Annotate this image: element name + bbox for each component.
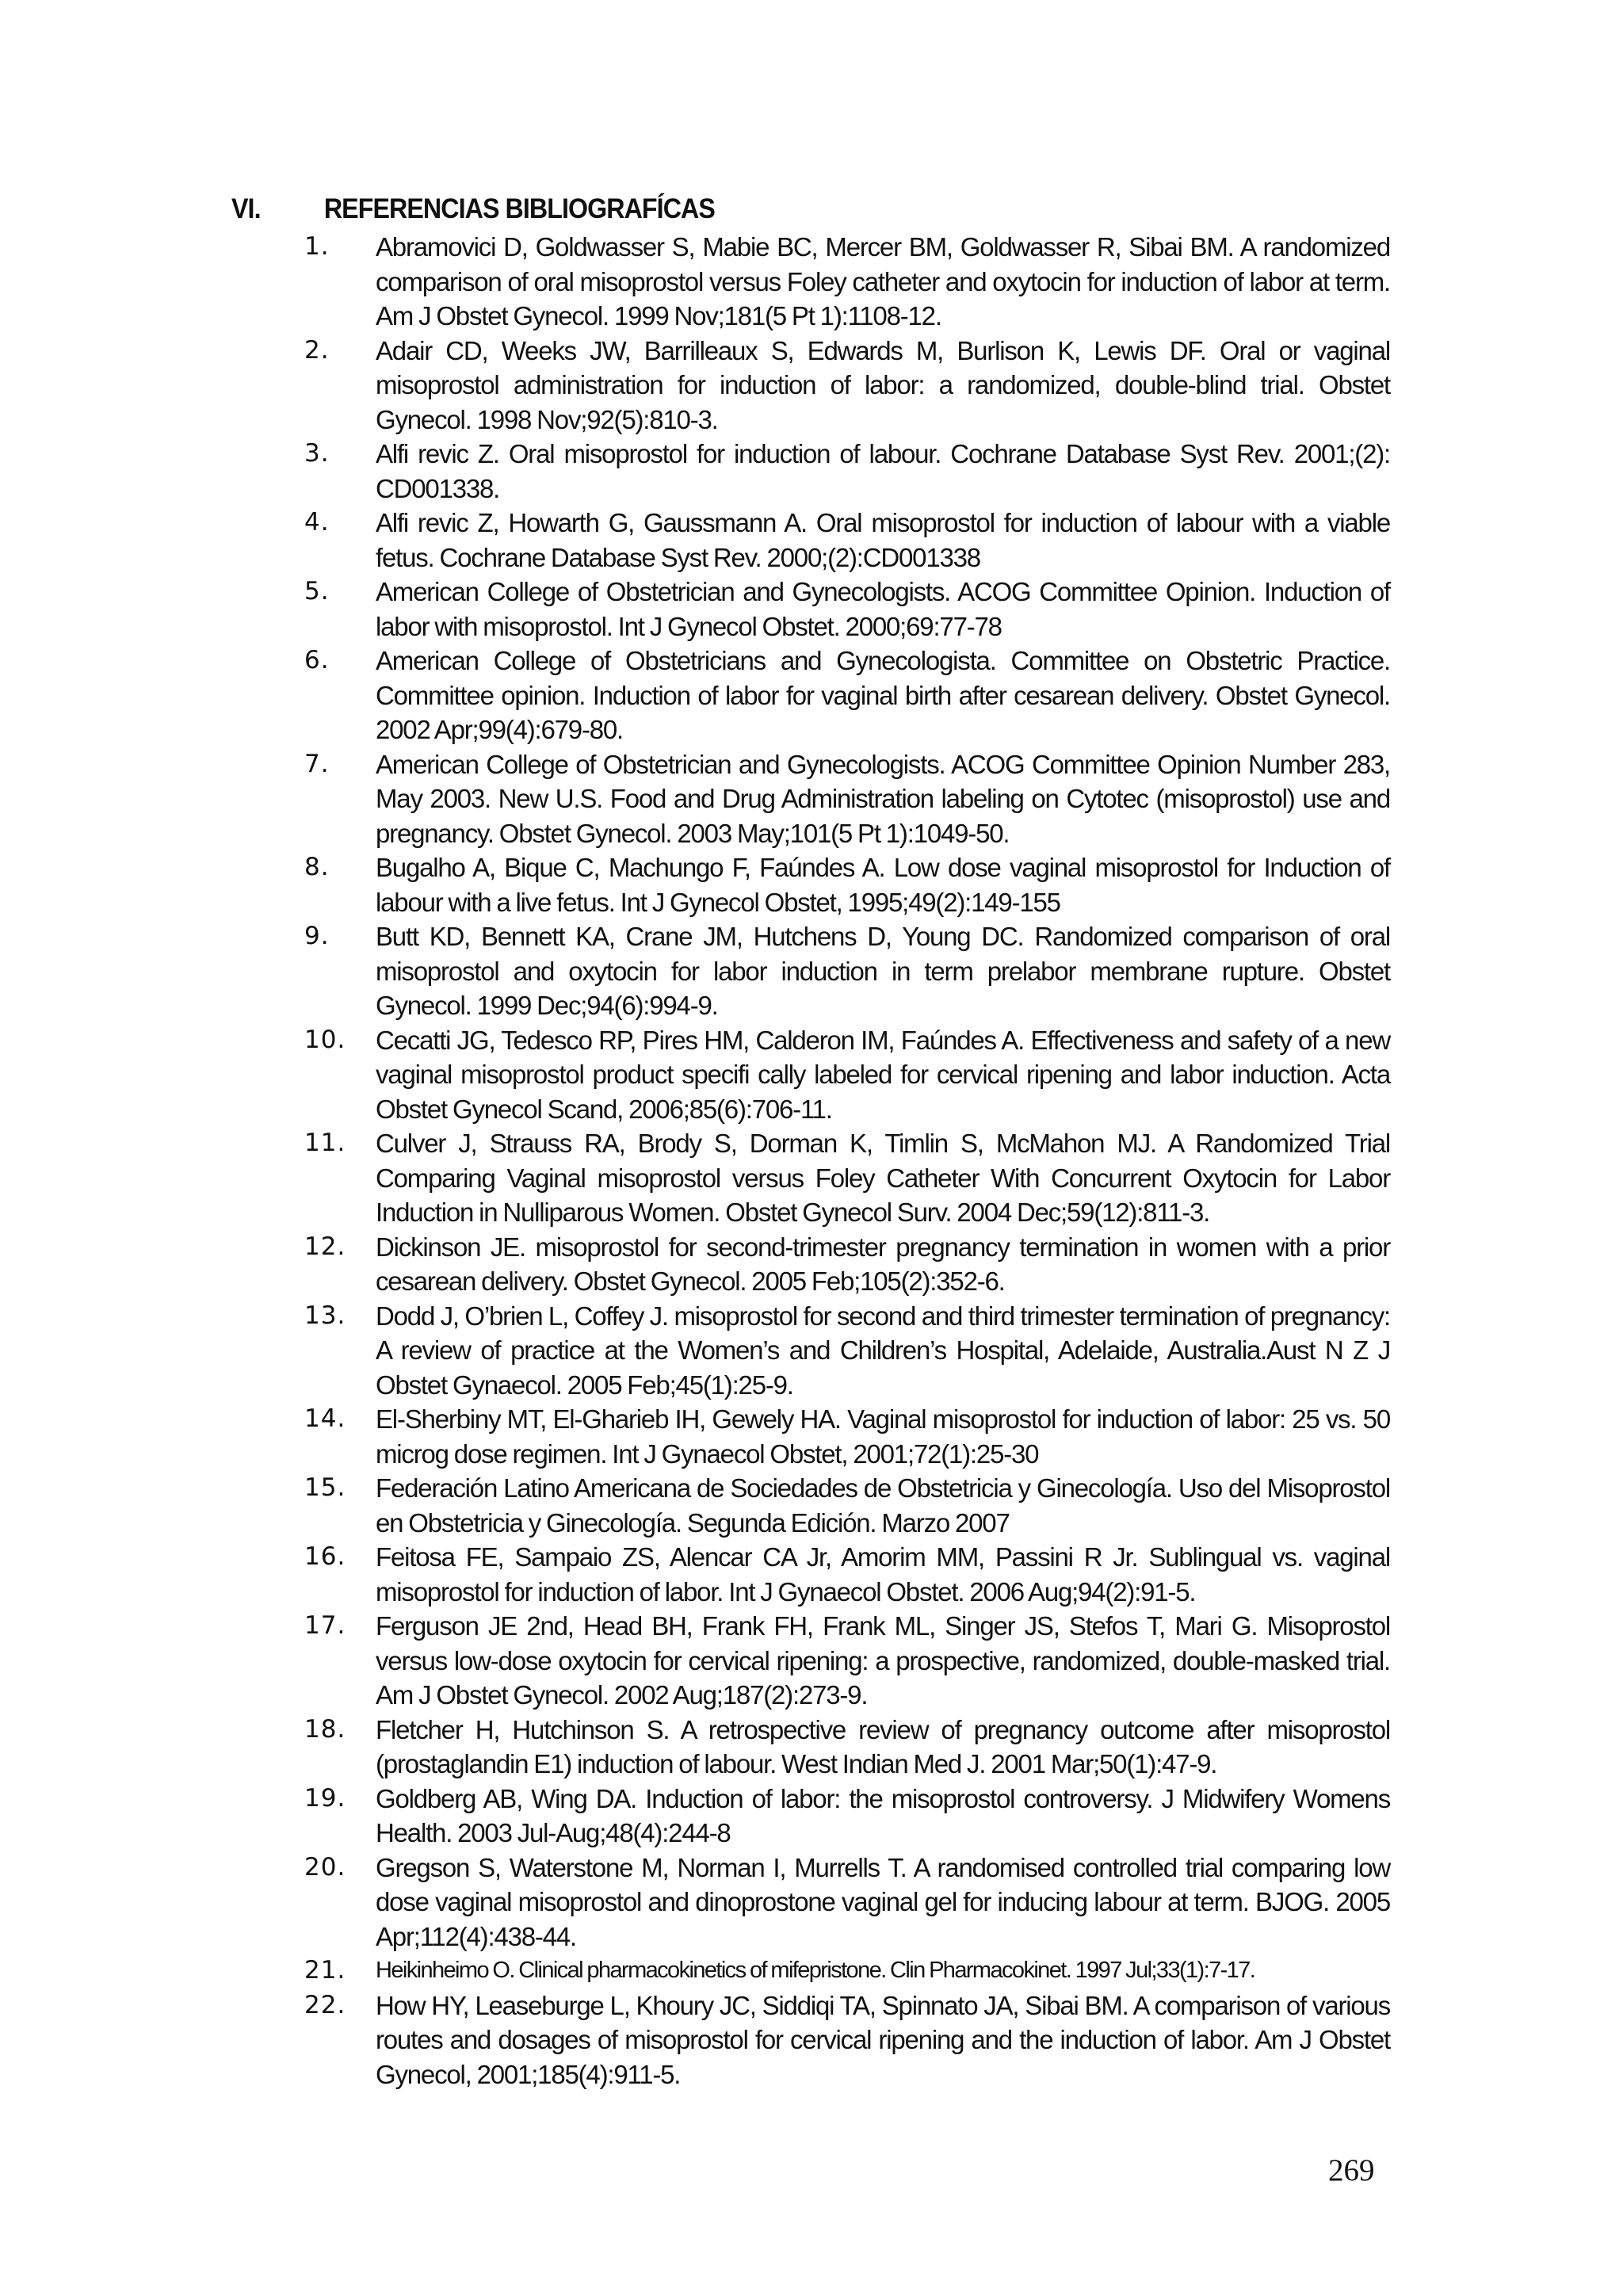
reference-number: 13. <box>304 1301 346 1330</box>
reference-number: 4. <box>304 508 330 537</box>
reference-text: American College of Obstetrician and Gynecologists. ACOG Committee Opinion Number 283, May 2003. New U.S. Food and Drug Administration labeling on Cytotec (misoprostol) use and pregnancy. Obstet Gynecol. 2003 May;101(5 Pt 1):1049-50. <box>376 749 1390 848</box>
reference-number: 3. <box>304 439 330 468</box>
reference-item <box>304 850 1390 919</box>
reference-number: 10. <box>304 1025 346 1054</box>
reference-item <box>304 1988 1390 2092</box>
reference-text: Goldberg AB, Wing DA. Induction of labor: the misoprostol controversy. J Midwifery Womens Health. 2003 Jul-Aug;48(4):244-8 <box>376 1783 1390 1847</box>
reference-number: 17. <box>304 1611 346 1640</box>
reference-item <box>304 1954 1390 1988</box>
reference-number: 22. <box>304 1990 346 2019</box>
reference-item <box>304 644 1390 747</box>
reference-text: Gregson S, Waterstone M, Norman I, Murrells T. A randomised controlled trial comparing low dose vaginal misoprostol and dinoprostone vaginal gel for inducing labour at term. BJOG. 2005 Apr;112(4):438-44. <box>376 1852 1390 1951</box>
reference-item <box>304 506 1390 575</box>
reference-number: 8. <box>304 853 330 881</box>
reference-item <box>304 1713 1390 1782</box>
reference-item <box>304 1299 1390 1403</box>
reference-number: 5. <box>304 577 330 606</box>
reference-number: 21. <box>304 1956 346 1985</box>
reference-text: Culver J, Strauss RA, Brody S, Dorman K, Timlin S, McMahon MJ. A Randomized Trial Comparing Vaginal misoprostol versus Foley Catheter With Concurrent Oxytocin for Labor Induction in Nulliparous Women. Obstet Gynecol Surv. 2004 Dec;59(12):811-3. <box>376 1129 1390 1227</box>
reference-list <box>304 230 1390 2092</box>
reference-number: 9. <box>304 922 330 950</box>
reference-text: Fletcher H, Hutchinson S. A retrospective review of pregnancy outcome after misoprostol (prostaglandin E1) induction of labour. West Indian Med J. 2001 Mar;50(1):47-9. <box>376 1714 1390 1778</box>
reference-item <box>304 575 1390 644</box>
reference-number: 2. <box>304 335 330 365</box>
reference-number: 14. <box>304 1404 346 1433</box>
reference-item <box>304 1023 1390 1127</box>
reference-number: 19. <box>304 1783 346 1813</box>
reference-text: Federación Latino Americana de Sociedades de Obstetricia y Ginecología. Uso del Misoprostol en Obstetricia y Ginecología. Segunda Edición. Marzo 2007 <box>376 1473 1390 1538</box>
reference-text: Heikinheimo O. Clinical pharmacokinetics of mifepristone. Clin Pharmacokinet. 1997 Jul;33(1):7-17. <box>376 1958 1255 1983</box>
reference-number: 6. <box>304 646 330 674</box>
reference-number: 7. <box>304 749 330 778</box>
reference-text: Alfi revic Z. Oral misoprostol for induction of labour. Cochrane Database Syst Rev. 2001;(2): CD001338. <box>376 439 1390 503</box>
reference-text: Adair CD, Weeks JW, Barrilleaux S, Edwards M, Burlison K, Lewis DF. Oral or vaginal misoprostol administration for induction of labor: a randomized, double-blind trial. Obstet Gynecol. 1998 Nov;92(5):810-3. <box>376 335 1390 434</box>
reference-item <box>304 334 1390 437</box>
reference-text: Abramovici D, Goldwasser S, Mabie BC, Mercer BM, Goldwasser R, Sibai BM. A randomized comparison of oral misoprostol versus Foley catheter and oxytocin for induction of labor at term. Am J Obstet Gynecol. 1999 Nov;181(5 Pt 1):1108-12. <box>376 232 1390 330</box>
reference-item <box>304 1540 1390 1609</box>
reference-text: El-Sherbiny MT, El-Gharieb IH, Gewely HA. Vaginal misoprostol for induction of labor: 25 vs. 50 microg dose regimen. Int J Gynaecol Obstet, 2001;72(1):25-30 <box>376 1404 1390 1469</box>
section-title: REFERENCIAS BIBLIOGRAFÍCAS <box>323 193 715 224</box>
reference-item <box>304 1609 1390 1713</box>
page-number: 269 <box>1328 2153 1375 2187</box>
section-heading <box>231 193 715 225</box>
reference-text: Dickinson JE. misoprostol for second-trimester pregnancy termination in women with a prior cesarean delivery. Obstet Gynecol. 2005 Feb;105(2):352-6. <box>376 1232 1390 1296</box>
reference-number: 12. <box>304 1232 346 1261</box>
reference-number: 15. <box>304 1473 346 1502</box>
reference-text: Alfi revic Z, Howarth G, Gaussmann A. Oral misoprostol for induction of labour with a viable fetus. Cochrane Database Syst Rev. 2000;(2):CD001338 <box>376 508 1390 572</box>
reference-text: American College of Obstetricians and Gynecologista. Committee on Obstetric Practice. Committee opinion. Induction of labor for vaginal birth after cesarean delivery. Obstet Gynecol. 2002 Apr;99(4):679-80. <box>376 646 1390 744</box>
reference-number: 20. <box>304 1852 346 1881</box>
reference-text: Ferguson JE 2nd, Head BH, Frank FH, Frank ML, Singer JS, Stefos T, Mari G. Misoprostol versus low-dose oxytocin for cervical ripening: a prospective, randomized, double-masked trial. Am J Obstet Gynecol. 2002 Aug;187(2):273-9. <box>376 1611 1390 1710</box>
reference-item <box>304 230 1390 334</box>
reference-item <box>304 1126 1390 1230</box>
reference-item <box>304 1471 1390 1540</box>
reference-text: Cecatti JG, Tedesco RP, Pires HM, Calderon IM, Faúndes A. Effectiveness and safety of a new vaginal misoprostol product specifi cally labeled for cervical ripening and labor induction. Acta Obstet Gynecol Scand, 2006;85(6):706-11. <box>376 1025 1390 1124</box>
reference-item <box>304 1230 1390 1299</box>
reference-text: American College of Obstetrician and Gynecologists. ACOG Committee Opinion. Induction of labor with misoprostol. Int J Gynecol Obstet. 2000;69:77-78 <box>376 577 1390 641</box>
section-number: VI. <box>231 193 261 224</box>
reference-item <box>304 1402 1390 1471</box>
reference-item <box>304 919 1390 1023</box>
reference-number: 11. <box>304 1129 346 1157</box>
reference-text: Bugalho A, Bique C, Machungo F, Faúndes A. Low dose vaginal misoprostol for Induction of labour with a live fetus. Int J Gynecol Obstet, 1995;49(2):149-155 <box>376 853 1390 917</box>
reference-item <box>304 747 1390 851</box>
reference-number: 16. <box>304 1542 346 1571</box>
reference-text: Feitosa FE, Sampaio ZS, Alencar CA Jr, Amorim MM, Passini R Jr. Sublingual vs. vaginal misoprostol for induction of labor. Int J Gynaecol Obstet. 2006 Aug;94(2):91-5. <box>376 1542 1390 1606</box>
reference-item <box>304 1782 1390 1851</box>
reference-text: Butt KD, Bennett KA, Crane JM, Hutchens D, Young DC. Randomized comparison of oral misoprostol and oxytocin for labor induction in term prelabor membrane rupture. Obstet Gynecol. 1999 Dec;94(6):994-9. <box>376 922 1390 1020</box>
reference-item <box>304 437 1390 506</box>
reference-number: 18. <box>304 1714 346 1744</box>
reference-item <box>304 1851 1390 1954</box>
reference-text: How HY, Leaseburge L, Khoury JC, Siddiqi TA, Spinnato JA, Sibai BM. A comparison of various routes and dosages of misoprostol for cervical ripening and the induction of labor. Am J Obstet Gynecol, 2001;185(4):911-5. <box>376 1990 1390 2089</box>
reference-number: 1. <box>304 232 330 261</box>
reference-text: Dodd J, O’brien L, Coffey J. misoprostol for second and third trimester termination of pregnancy: A review of practice at the Women’s and Children’s Hospital, Adelaide, Australia.Aust N Z J Obstet Gynaecol. 2005 Feb;45(1):25-9. <box>376 1301 1390 1400</box>
